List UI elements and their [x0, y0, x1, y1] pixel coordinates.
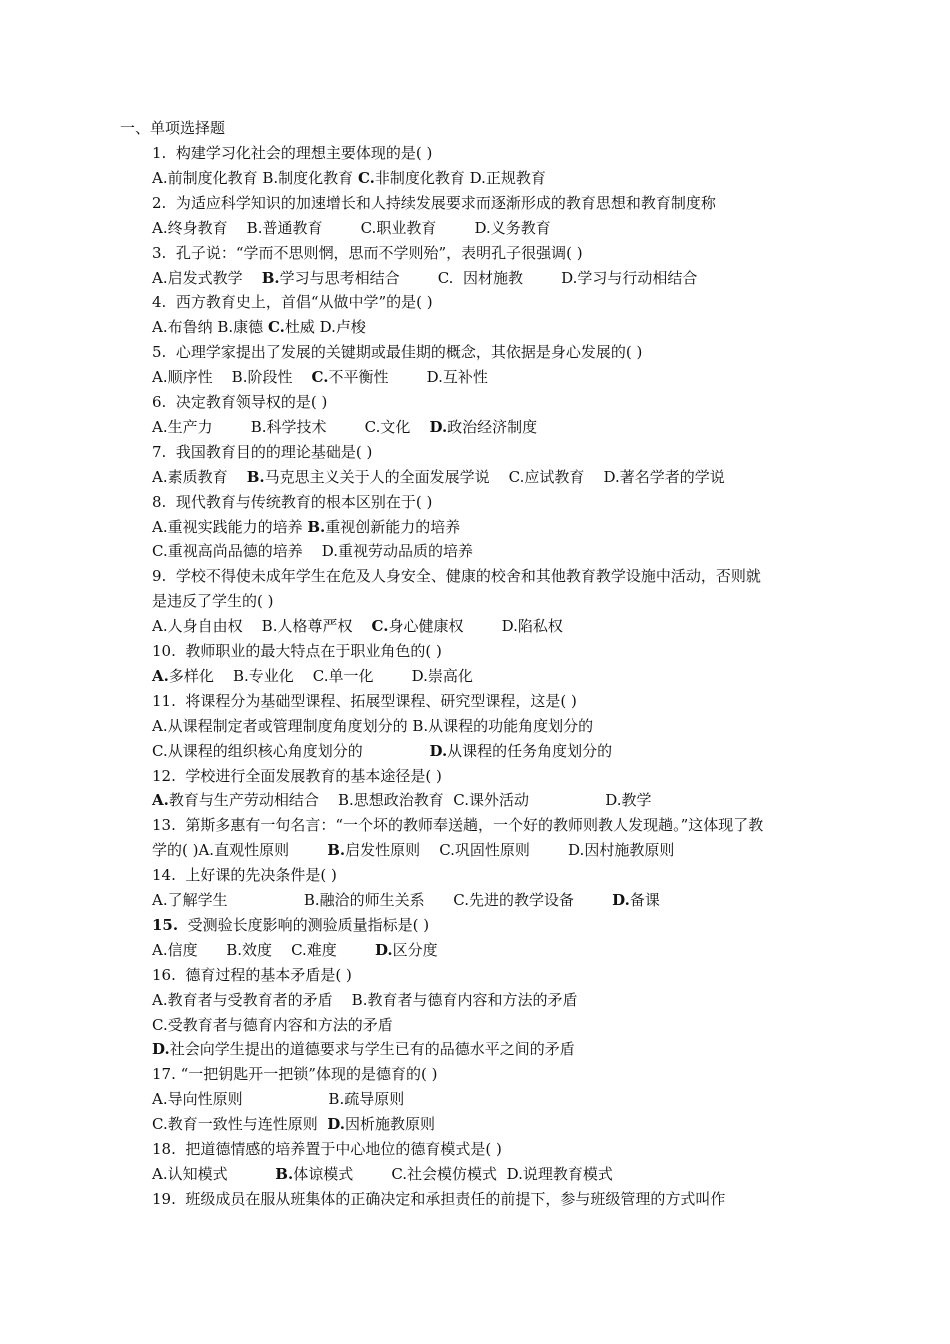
text-run: C.从课程的组织核心角度划分的	[152, 742, 430, 760]
text-run: 启发性原则 C.巩固性原则 D.因村施教原则	[345, 841, 675, 859]
text-run: 1. 构建学习化社会的理想主要体现的是( )	[152, 144, 433, 162]
text-run: 不平衡性 D.互补性	[328, 368, 488, 386]
text-run: C.重视高尚品德的培养 D.重视劳动品质的培养	[152, 542, 474, 560]
answer-options	[152, 716, 593, 736]
text-run: C.教育一致性与连性原则	[152, 1115, 328, 1133]
answer-marker: C.	[357, 169, 375, 187]
question-text	[152, 1139, 502, 1159]
answer-options	[152, 517, 460, 537]
text-run: A.前制度化教育 B.制度化教育	[152, 169, 358, 187]
answer-marker: C.	[371, 617, 389, 635]
text-run: A.终身教育 B.普通教育 C.职业教育 D.义务教育	[152, 219, 551, 237]
answer-marker: B.	[261, 269, 280, 287]
text-run: A.素质教育	[152, 468, 247, 486]
text-run: A.从课程制定者或管理制度角度划分的 B.从课程的功能角度划分的	[152, 717, 594, 735]
text-run: A.布鲁纳 B.康德	[152, 318, 268, 336]
text-run: 16. 德育过程的基本矛盾是( )	[152, 966, 352, 984]
text-run: 学的( )A.直观性原则	[152, 841, 328, 859]
question-text	[152, 1189, 725, 1209]
question-text	[152, 193, 716, 213]
text-run: 区分度	[392, 941, 438, 959]
answer-marker: C.	[267, 318, 285, 336]
question-text	[152, 442, 372, 462]
question-text	[152, 915, 429, 935]
question-text	[152, 1064, 437, 1084]
text-run: 8. 现代教育与传统教育的根本区别在于( )	[152, 493, 433, 511]
answer-marker: B.	[327, 841, 346, 859]
text-run: 学习与思考相结合 C. 因材施教 D.学习与行动相结合	[279, 269, 698, 287]
answer-options	[152, 317, 366, 337]
text-run: 4. 西方教育史上，首倡“从做中学”的是( )	[152, 293, 433, 311]
text-run: A.了解学生 B.融洽的师生关系 C.先进的教学设备	[152, 891, 613, 909]
answer-options	[152, 268, 697, 288]
answer-marker: D.	[374, 941, 393, 959]
question-text	[152, 292, 433, 312]
answer-options	[152, 1089, 404, 1109]
answer-marker: D.	[152, 1040, 170, 1058]
text-run: A.人身自由权 B.人格尊严权	[152, 617, 372, 635]
question-text	[152, 243, 583, 263]
answer-options	[152, 1164, 613, 1184]
answer-options	[152, 218, 551, 238]
answer-options	[152, 890, 660, 910]
text-run: A.导向性原则 B.疏导原则	[152, 1090, 405, 1108]
section-title: 一、单项选择题	[120, 119, 226, 137]
answer-marker: C.	[311, 368, 329, 386]
text-run: C.受教育者与德育内容和方法的矛盾	[152, 1016, 393, 1034]
text-run: 10. 教师职业的最大特点在于职业角色的( )	[152, 642, 442, 660]
answer-options	[152, 666, 473, 686]
text-run: A.教育者与受教育者的矛盾 B.教育者与德育内容和方法的矛盾	[152, 991, 578, 1009]
answer-options	[152, 1114, 435, 1134]
answer-marker: B.	[307, 518, 326, 536]
text-run: 12. 学校进行全面发展教育的基本途径是( )	[152, 767, 442, 785]
text-run: 18. 把道德情感的培养置于中心地位的德育模式是( )	[152, 1140, 502, 1158]
answer-options	[152, 367, 488, 387]
text-run: 2. 为适应科学知识的加速增长和人持续发展要求而逐渐形成的教育思想和教育制度称	[152, 194, 716, 212]
question-text	[152, 392, 327, 412]
text-run: 从课程的任务角度划分的	[447, 742, 613, 760]
answer-marker: A.	[152, 667, 169, 685]
question-continuation	[152, 591, 273, 611]
text-run: 身心健康权 D.陷私权	[388, 617, 563, 635]
text-run: 7. 我国教育目的的理论基础是( )	[152, 443, 373, 461]
text-run: 受测验长度影响的测验质量指标是( )	[178, 916, 430, 934]
text-run: A.重视实践能力的培养	[152, 518, 308, 536]
question-text	[152, 342, 642, 362]
answer-options	[152, 1015, 393, 1035]
question-continuation	[152, 840, 674, 860]
question-text	[152, 566, 761, 586]
answer-marker: B.	[246, 468, 265, 486]
text-run: 非制度化教育 D.正规教育	[374, 169, 546, 187]
answer-marker: D.	[429, 418, 448, 436]
question-text	[152, 143, 432, 163]
text-run: A.顺序性 B.阶段性	[152, 368, 312, 386]
question-text	[152, 965, 352, 985]
text-run: A.认知模式	[152, 1165, 276, 1183]
text-run: 社会向学生提出的道德要求与学生已有的品德水平之间的矛盾	[169, 1040, 575, 1058]
answer-options	[152, 467, 725, 487]
text-run: 政治经济制度	[447, 418, 538, 436]
text-run: 9. 学校不得使未成年学生在危及人身安全、健康的校舍和其他教育教学设施中活动，否则就	[152, 567, 761, 585]
question-text	[152, 815, 763, 835]
answer-marker: A.	[152, 791, 169, 809]
answer-marker: D.	[327, 1115, 345, 1133]
question-text	[152, 865, 337, 885]
answer-options	[152, 616, 563, 636]
text-run: 重视创新能力的培养	[325, 518, 461, 536]
text-run: 备课	[629, 891, 660, 909]
answer-options	[152, 168, 546, 188]
text-run: A.信度 B.效度 C.难度	[152, 941, 375, 959]
text-run: 教育与生产劳动相结合 B.思想政治教育 C.课外活动 D.教学	[168, 791, 652, 809]
text-run: 19. 班级成员在服从班集体的正确决定和承担责任的前提下，参与班级管理的方式叫作	[152, 1190, 726, 1208]
text-run: 3. 孔子说：“学而不思则惘，思而不学则殆”，表明孔子很强调( )	[152, 244, 583, 262]
answer-options	[152, 741, 612, 761]
answer-options	[152, 417, 537, 437]
text-run: A.生产力 B.科学技术 C.文化	[152, 418, 430, 436]
answer-marker: 15.	[152, 916, 179, 934]
text-run: 5. 心理学家提出了发展的关键期或最佳期的概念，其依据是身心发展的( )	[152, 343, 643, 361]
text-run: 13. 第斯多惠有一句名言：“一个坏的教师奉送趟，一个好的教师则教人发现趟。”这体现了教	[152, 816, 764, 834]
text-run: 马克思主义关于人的全面发展学说 C.应试教育 D.著名学者的学说	[264, 468, 725, 486]
text-run: 因析施教原则	[344, 1115, 435, 1133]
text-run: 11. 将课程分为基础型课程、拓展型课程、研究型课程，这是( )	[152, 692, 577, 710]
question-text	[152, 766, 442, 786]
text-run: 17. “一把钥匙开一把锁”体现的是德育的( )	[152, 1065, 438, 1083]
answer-options	[152, 940, 438, 960]
answer-options	[152, 790, 652, 810]
answer-marker: D.	[429, 742, 448, 760]
text-run: 14. 上好课的先决条件是( )	[152, 866, 337, 884]
answer-options	[152, 1039, 575, 1059]
answer-options	[152, 541, 473, 561]
answer-marker: D.	[612, 891, 630, 909]
text-run: A.启发式教学	[152, 269, 262, 287]
answer-options	[152, 990, 577, 1010]
text-run: 杜威 D.卢梭	[284, 318, 366, 336]
text-run: 多样化 B.专业化 C.单一化 D.崇高化	[168, 667, 473, 685]
text-run: 体谅模式 C.社会模仿模式 D.说理教育模式	[293, 1165, 613, 1183]
text-run: 是违反了学生的( )	[152, 592, 274, 610]
question-text	[152, 691, 577, 711]
text-run: 6. 决定教育领导权的是( )	[152, 393, 328, 411]
question-text	[152, 641, 442, 661]
question-text	[152, 492, 432, 512]
answer-marker: B.	[275, 1165, 294, 1183]
